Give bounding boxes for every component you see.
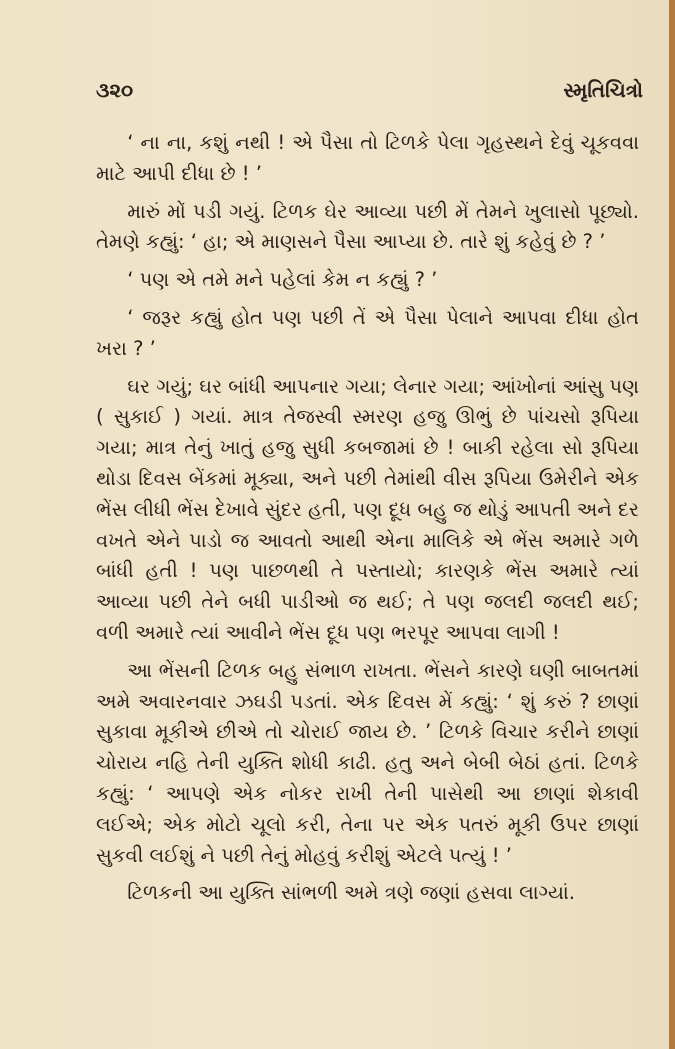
- paragraph: આ ભેંસની ટિળક બહુ સંભાળ રાખતા. ભેંસને કારણે ઘણી બાબતમાં અમે અવારનવાર ઝઘડી પડતાં. એક દિવસ મેં કહ્યું: ‘ શું કરું ? છાણાં સુકાવા મૂકીએ છીએ તો ચોરાઈ જાય છે. ’ ટિળકે વિચાર કરીને છાણાં ચોરાય નહિ તેની યુક્તિ શોધી કાઢી. હતુ અને બેબી બેઠાં હતાં. ટિળકે કહ્યું: ‘ આપણે એક નોકર રાખી તેની પાસેથી આ છાણાં શેકાવી લઈએ; એક મોટો ચૂલો કરી, તેના પર એક પતરું મૂકી ઉપર છાણાં સુકવી લઈશું ને પછી તેનું મોહવું કરીશું એટલે પત્યું ! ’: [96, 658, 639, 867]
- page-number: ૩૨૦: [96, 78, 134, 102]
- paragraph: મારું મોં પડી ગયું. ટિળક ઘેર આવ્યા પછી મેં તેમને ખુલાસો પૂછ્યો. તેમણે કહ્યું: ‘ હા; એ માણસને પૈસા આપ્યા છે. તારે શું કહેવું છે ? ’: [96, 199, 639, 254]
- page-header: [96, 78, 643, 112]
- paragraph: ‘ પણ એ તમે મને પહેલાં કેમ ન કહ્યું ? ’: [127, 268, 438, 292]
- paragraph: ‘ જરૂર કહ્યું હોત પણ પછી તેં એ પૈસા પેલાને આપવા દીધા હોત ખરા ? ’: [96, 305, 639, 360]
- paragraph: ‘ ના ના, કશું નથી ! એ પૈસા તો ટિળકે પેલા ગૃહસ્થને દેવું ચૂકવવા માટે આપી દીધા છે ! ’: [96, 131, 639, 185]
- paragraph: ઘર ગયું; ઘર બાંધી આપનાર ગયા; લેનાર ગયા; આંખોનાં આંસુ પણ ( સુકાઈ ) ગયાં. માત્ર તેજસ્વી સ્મરણ હજુ ઊભું છે પાંચસો રૂપિયા ગયા; માત્ર તેનું ખાતું હજુ સુધી કબજામાં છે ! બાકી રહેલા સો રૂપિયા થોડા દિવસ બેંકમાં મૂક્યા, અને પછી તેમાંથી વીસ રૂપિયા ઉમેરીને એક ભેંસ લીધી ભેંસ દેખાવે સુંદર હતી, પણ દૂધ બહુ જ થોડું આપતી અને દર વખતે એને પાડો જ આવતો આથી એના માલિકે એ ભેંસ અમારે ગળે બાંધી હતી ! પણ પાછળથી તે પસ્તાયો; કારણકે ભેંસ અમારે ત્યાં આવ્યા પછી તેને બધી પાડીઓ જ થઈ; તે પણ જલદી જલદી થઈ; વળી અમારે ત્યાં આવીને ભેંસ દૂધ પણ ભરપૂર આપવા લાગી !: [96, 374, 639, 644]
- page-edge: [669, 0, 675, 1049]
- paragraph: ટિળકની આ યુક્તિ સાંભળી અમે ત્રણે જણાં હસવા લાગ્યાં.: [127, 881, 575, 905]
- body-text: [96, 128, 639, 916]
- running-title: સ્મૃતિચિત્રો: [563, 78, 643, 102]
